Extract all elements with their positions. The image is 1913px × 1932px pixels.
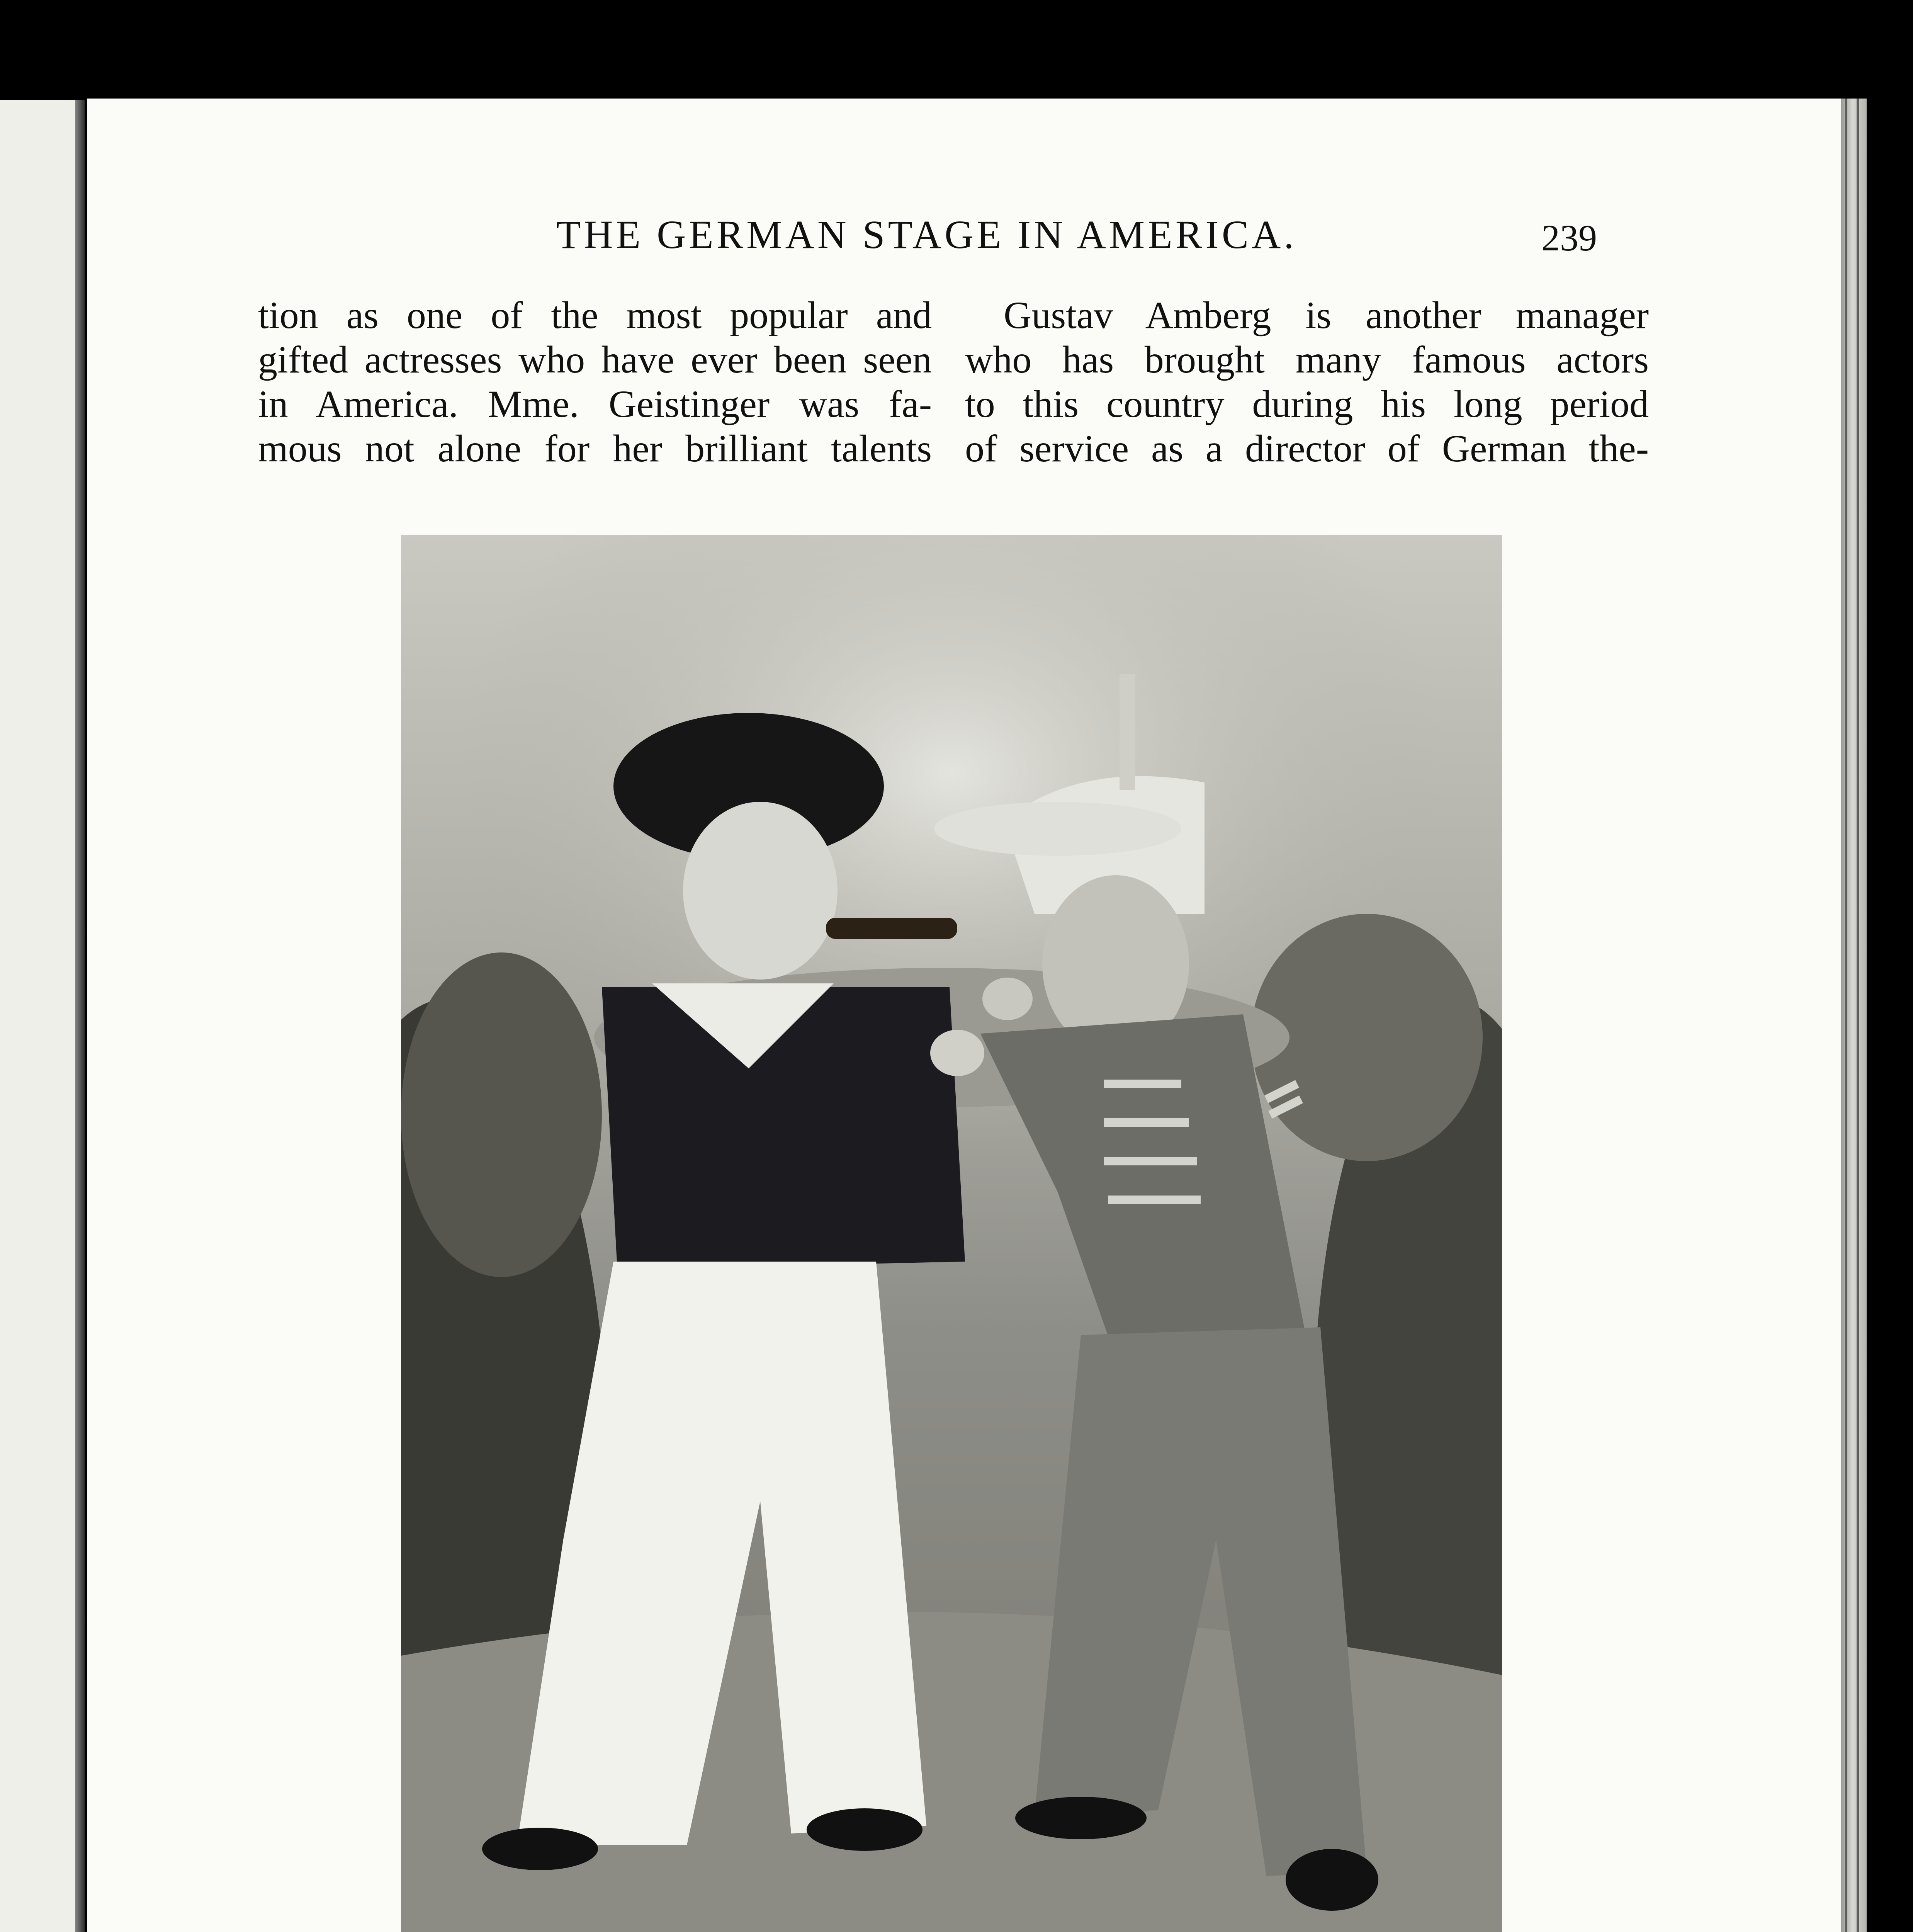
text-line: mous not alone for her brilliant talents (258, 427, 932, 470)
photograph-two-boys (401, 535, 1502, 1932)
column-top-left (258, 293, 932, 471)
page-number: 239 (1541, 217, 1597, 259)
text-line: who has brought many famous actors (965, 338, 1649, 381)
column-top-right (965, 293, 1649, 471)
text-line: Gustav Amberg is another manager (1004, 294, 1649, 337)
text-line: to this country during his long period (965, 383, 1649, 425)
running-head: THE GERMAN STAGE IN AMERICA. (556, 213, 1297, 257)
binding-gutter (75, 100, 85, 1932)
page-edge-line (1845, 99, 1847, 1932)
page-stack-edge (1841, 99, 1867, 1932)
page-edge-line (1857, 99, 1859, 1932)
facing-page-edge (0, 100, 85, 1932)
text-line: tion as one of the most popular and (258, 294, 932, 337)
text-line: in America. Mme. Geistinger was fa- (258, 383, 932, 425)
text-line: of service as a director of German the- (965, 427, 1649, 470)
text-line: gifted actresses who have ever been seen (258, 338, 932, 381)
